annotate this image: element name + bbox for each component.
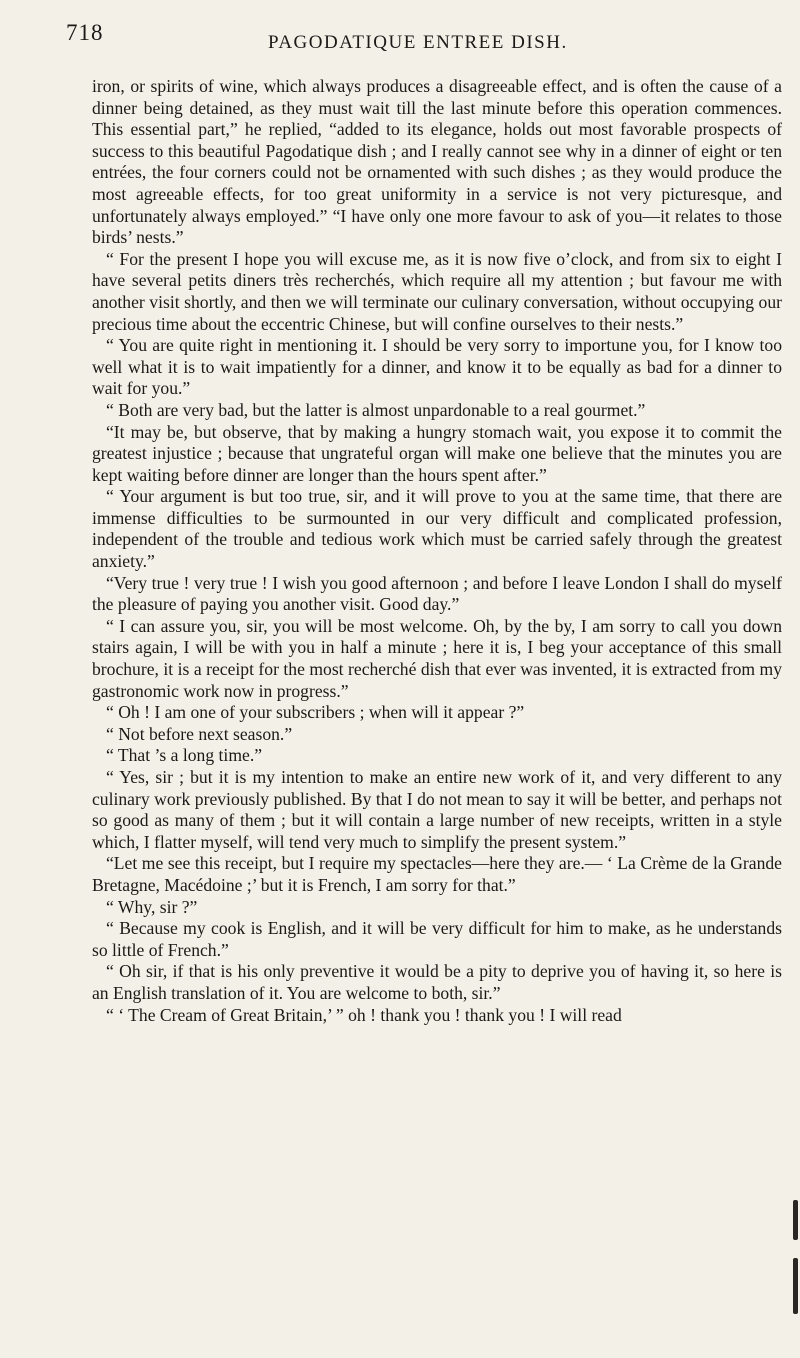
paragraph: “It may be, but observe, that by making a hungry stomach wait, you expose it to commit the greatest injustice ; because that ungrateful organ will make one believe that the minutes you are kept waiting before dinner are longer than the hours spent after.”	[92, 421, 782, 485]
paragraph: “ Oh sir, if that is his only preventive it would be a pity to deprive you of having it, so here is an English translation of it. You are welcome to both, sir.”	[92, 961, 782, 1003]
paragraph: “ You are quite right in mentioning it. I should be very sorry to importune you, for I know too well what it is to wait impatiently for a dinner, and know it to be equally as bad for a dinner to wait for you.”	[92, 335, 782, 399]
paragraph: “Very true ! very true ! I wish you good afternoon ; and before I leave London I shall do myself the pleasure of paying you another visit. Good day.”	[92, 572, 782, 615]
paragraph: “ Yes, sir ; but it is my intention to make an entire new work of it, and very different to any culinary work previously published. By that I do not mean to say it will be better, and perhaps not so good as many of them ; but it will contain a large number of new receipts, written in a style which, I flatter myself, will tend very much to simplify the present system.”	[92, 767, 782, 852]
paragraph: “ That ’s a long time.”	[106, 745, 263, 766]
paragraph: “ Both are very bad, but the latter is almost unpardonable to a real gourmet.”	[106, 399, 646, 420]
paragraph: “ I can assure you, sir, you will be most welcome. Oh, by the by, I am sorry to call you down stairs again, I will be with you in half a minute ; here it is, I beg your acceptance of this small brochure, it is a receipt for the most recherché dish that ever was invented, it is extracted from my gastronomic work now in progress.”	[92, 615, 782, 701]
edge-smudge	[793, 1200, 798, 1240]
paragraph: “ Because my cook is English, and it will be very difficult for him to make, as he understands so little of French.”	[92, 918, 782, 960]
running-head: PAGODATIQUE ENTREE DISH.	[268, 32, 568, 53]
paragraph: “ Oh ! I am one of your subscribers ; when will it appear ?”	[106, 702, 525, 723]
edge-smudge	[793, 1258, 798, 1314]
paragraph: “ For the present I hope you will excuse me, as it is now five o’clock, and from six to eight I have several petits diners très recherchés, which require all my attention ; but favour me with another visit shortly, and then we will terminate our culinary conversation, without occupying our precious time about the eccentric Chinese, but will confine ourselves to their nests.”	[92, 248, 782, 334]
paragraph: “ Your argument is but too true, sir, and it will prove to you at the same time, that there are immense difficulties to be surmounted in our very difficult and complicated profession, independent of the trouble and tedious work which must be carried safely through the greatest anxiety.”	[92, 486, 782, 572]
paragraph: “Let me see this receipt, but I require my spectacles—here they are.— ‘ La Crème de la Grande Bretagne, Macédoine ;’ but it is French, I am sorry for that.”	[92, 853, 782, 895]
body-text	[92, 76, 782, 1026]
paragraph: iron, or spirits of wine, which always produces a disagreeable effect, and is often the cause of a dinner being detained, as they must wait till the last minute before this operation commences. This essential part,” he replied, “added to its elegance, holds out most favorable prospects of success to this beautiful Pagodatique dish ; and I really cannot see why in a dinner of eight or ten entrées, the four corners could not be ornamented with such dishes ; as they would produce the most agreeable effects, for too great uniformity in a service is not very picturesque, and unfortunately always employed.” “I have only one more favour to ask of you—it relates to those birds’ nests.”	[92, 76, 782, 248]
page-number: 718	[66, 20, 104, 45]
paragraph: “ Why, sir ?”	[106, 896, 198, 917]
paragraph: “ ‘ The Cream of Great Britain,’ ” oh ! thank you ! thank you ! I will read	[106, 1004, 622, 1025]
paragraph: “ Not before next season.”	[106, 723, 293, 744]
